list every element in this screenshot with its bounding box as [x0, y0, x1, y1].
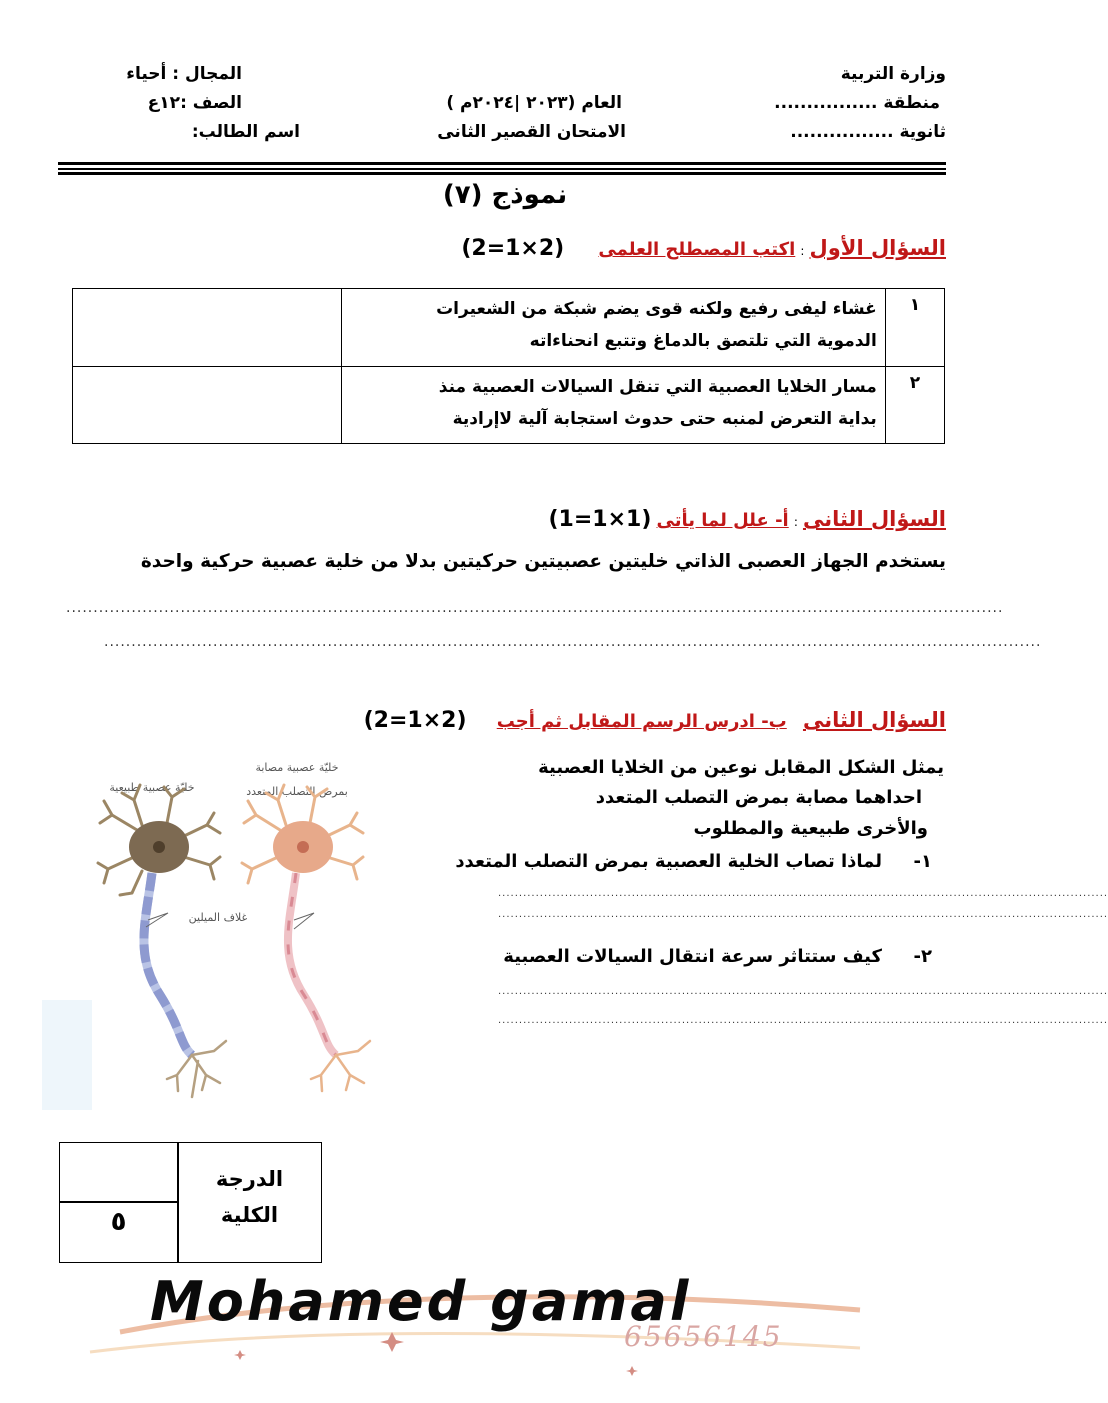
- answer-line[interactable]: ..................................................................................................................................................: [498, 1015, 1108, 1026]
- diseased-terminal-icon: [311, 1041, 370, 1091]
- q1-row-line: بداية التعرض لمنبه حتى حدوث استجابة آلية لاإرادية: [452, 409, 877, 429]
- total-score-label: [178, 1161, 321, 1233]
- answer-line[interactable]: ..................................................................................................................................................: [498, 909, 1108, 920]
- label-diseased-cell-line1: خليّة عصبية مصابة: [255, 761, 339, 774]
- region-field: منطقة ................: [774, 93, 940, 113]
- q2b-intro-line: احداهما مصابة بمرض التصلب المتعدد: [595, 787, 922, 808]
- q1-answer-cell[interactable]: [73, 289, 342, 367]
- answer-line[interactable]: ............................................................................................................................................................................: [66, 600, 1004, 616]
- q2a-heading: [549, 507, 947, 532]
- label-normal-cell: خليّة عصبية طبيعية: [109, 781, 195, 794]
- star-icon: [234, 1350, 246, 1360]
- answer-line[interactable]: ..................................................................................................................................................: [498, 986, 1108, 997]
- ministry-name: وزارة التربية: [840, 64, 946, 84]
- q2b-heading: [364, 708, 946, 733]
- student-name-field: اسم الطالب:: [191, 122, 300, 142]
- q1-row-text: [341, 289, 885, 367]
- q2a-colon: :: [793, 515, 798, 529]
- q1-score: (2=1×2): [461, 236, 565, 261]
- q1-heading: [461, 236, 946, 261]
- watermark-phone: 65656145: [624, 1320, 783, 1353]
- label-diseased-cell-line2: بمرض التصلب المتعدد: [246, 785, 348, 798]
- q1-title: السؤال الأول: [809, 236, 946, 260]
- q1-row-number: ٢: [885, 367, 944, 444]
- diseased-pointer-icon: [294, 913, 314, 929]
- table-row: [73, 367, 945, 444]
- q1-answer-cell[interactable]: [73, 367, 342, 444]
- q2a-score: (1=1×1): [548, 507, 652, 532]
- exam-name: الامتحان القصير الثانى: [437, 122, 626, 142]
- header-rule-bottom: [58, 172, 946, 175]
- diseased-axon-icon: [288, 873, 336, 1055]
- q2b-question-number: ٢-: [913, 946, 932, 967]
- q2a-instruction: أ- علل لما يأتى: [656, 510, 789, 531]
- q2b-instruction: ب- ادرس الرسم المقابل ثم أجب: [496, 711, 787, 732]
- total-score-value: ٥: [110, 1207, 127, 1237]
- answer-line[interactable]: ............................................................................................................................................................................: [104, 634, 1042, 650]
- q2a-statement: يستخدم الجهاز العصبى الذاتي خليتين عصبيتين حركيتين بدلا من خلية عصبية حركية واحدة: [140, 551, 946, 572]
- q1-colon: :: [800, 244, 805, 258]
- school-field: ثانوية ................: [790, 122, 946, 142]
- q1-instruction: اكتب المصطلح العلمى: [598, 239, 796, 260]
- q1-row-number: ١: [885, 289, 944, 367]
- neuron-drawing: [42, 745, 437, 1115]
- score-box-row-divider: [60, 1201, 177, 1203]
- label-myelin: غلاف الميلين: [188, 911, 248, 924]
- total-score-label-line: الدرجة: [215, 1167, 284, 1191]
- normal-axon-icon: [144, 873, 192, 1055]
- q2b-intro-line: يمثل الشكل المقابل نوعين من الخلايا العصبية: [538, 757, 944, 778]
- q2b-question-text: لماذا تصاب الخلية العصبية بمرض التصلب المتعدد: [455, 851, 882, 872]
- q2b-score: (2=1×2): [363, 708, 467, 733]
- q2b-title: السؤال الثانى: [802, 708, 946, 732]
- header-rule-top: [58, 162, 946, 165]
- q1-table: [72, 288, 945, 444]
- header-rule-middle: [58, 168, 946, 170]
- neuron-figure: [42, 745, 437, 1115]
- q1-row-text: [341, 367, 885, 444]
- table-row: [73, 289, 945, 367]
- q2a-title: السؤال الثانى: [802, 507, 946, 531]
- star-icon: [626, 1366, 638, 1376]
- normal-terminal-icon: [167, 1041, 226, 1097]
- q2b-question-number: ١-: [913, 851, 932, 872]
- q2b-question-text: كيف ستتاثر سرعة انتقال السيالات العصبية: [503, 946, 882, 967]
- subject-field: المجال : أحياء: [126, 64, 242, 84]
- q2b-intro-line: والأخرى طبيعية والمطلوب: [693, 818, 928, 839]
- grade-field: الصف :١٢ع: [147, 93, 242, 113]
- q1-row-line: مسار الخلايا العصبية التي تنقل السيالات العصبية منذ: [438, 377, 877, 397]
- answer-line[interactable]: ..................................................................................................................................................: [498, 888, 1108, 899]
- total-score-label-line: الكلية: [220, 1203, 279, 1227]
- q1-row-line: الدموية التي تلتصق بالدماغ وتتبع انحناءاته: [529, 331, 877, 351]
- watermark-name: Mohamed gamal: [150, 1270, 692, 1333]
- q1-row-line: غشاء ليفى رفيع ولكنه قوى يضم شبكة من الشعيرات: [436, 299, 877, 319]
- total-score-box: [59, 1142, 322, 1263]
- academic-year: العام (٢٠٢٣ |٢٠٢٤م ): [446, 93, 622, 113]
- model-title: نموذج (٧): [442, 180, 568, 210]
